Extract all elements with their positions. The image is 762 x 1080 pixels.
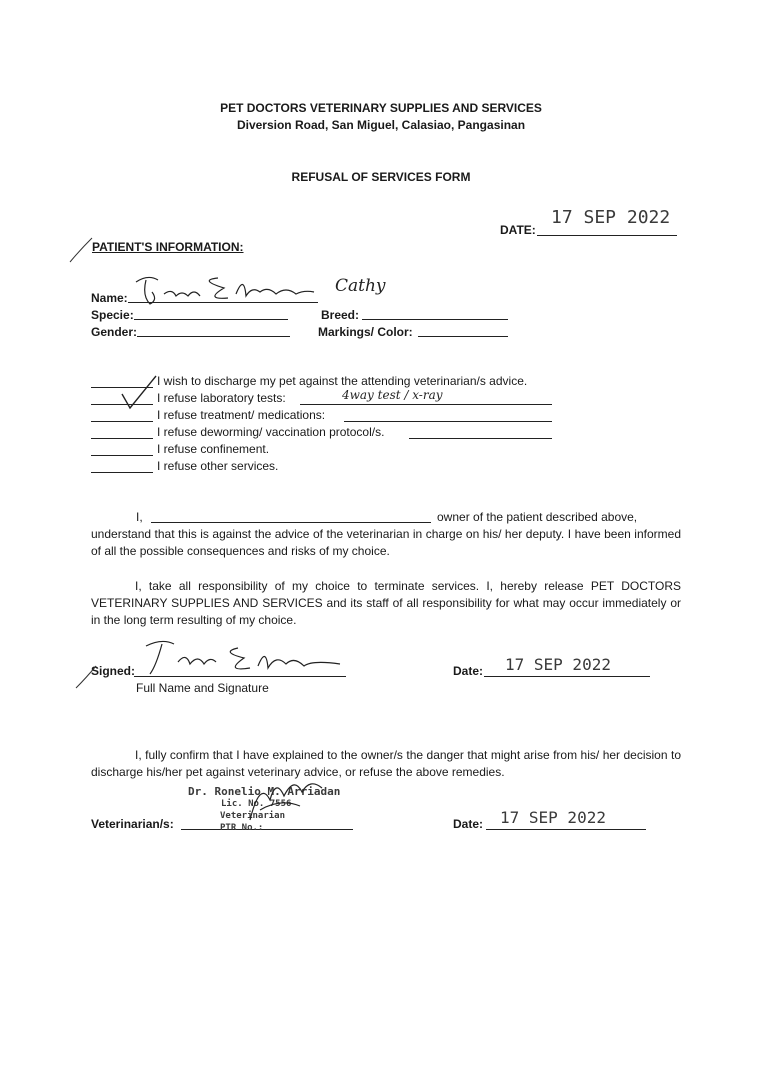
owner-statement-i: I, — [136, 510, 143, 524]
checkbox-line — [91, 455, 153, 456]
checkmark-icon — [120, 374, 160, 412]
signed-date-label: Date: — [453, 664, 484, 678]
checkbox-line — [91, 472, 153, 473]
pen-mark-icon — [74, 664, 98, 690]
signed-date-line — [484, 676, 650, 677]
signature-caption: Full Name and Signature — [136, 681, 269, 695]
veterinarian-confirmation: I, fully confirm that I have explained to the owner/s the danger that might arise from his/ her decision to discharge his/her pet against veterinary advice, or refuse the above remedies. — [91, 748, 681, 779]
option-treatment: I refuse treatment/ medications: — [157, 408, 326, 422]
markings-line — [418, 336, 508, 337]
form-title: REFUSAL OF SERVICES FORM — [291, 170, 471, 184]
stamp-ptr: PTR No.: — [220, 823, 264, 833]
stamp-title: Veterinarian — [220, 811, 286, 821]
responsibility-statement: I, take all responsibility of my choice to terminate services. I, hereby release PET DOCTORS VETERINARY SUPPLIES AND SERVICES and its staff of all responsibility for what may occur immediately or in the long term resulting of my choice. — [91, 579, 681, 627]
gender-label: Gender: — [91, 325, 138, 339]
option-lab-tests: I refuse laboratory tests: — [157, 391, 286, 405]
specie-label: Specie: — [91, 308, 134, 322]
option-other: I refuse other services. — [157, 459, 279, 473]
specie-line — [134, 319, 288, 320]
option-deworming: I refuse deworming/ vaccination protocol/s. — [157, 425, 385, 439]
deworming-line — [409, 438, 552, 439]
gender-line — [137, 336, 290, 337]
lab-tests-detail: 4way test / x-ray — [342, 388, 443, 402]
option-confinement: I refuse confinement. — [157, 442, 270, 456]
signed-label: Signed: — [91, 664, 135, 678]
stamp-license: Lic. No. 7556 — [221, 799, 292, 809]
breed-line — [362, 319, 508, 320]
owner-statement-rest: owner of the patient described above, — [437, 510, 638, 524]
owner-name-scribble-icon — [128, 270, 328, 310]
option-discharge: I wish to discharge my pet against the attending veterinarian/s advice. — [157, 374, 528, 388]
lab-tests-line — [300, 404, 552, 405]
veterinarian-signature-icon — [240, 770, 330, 830]
date-stamp: 17 SEP 2022 — [551, 207, 671, 228]
signed-date-stamp: 17 SEP 2022 — [505, 655, 611, 674]
pen-mark-icon — [68, 236, 94, 264]
breed-label: Breed: — [321, 308, 360, 322]
markings-label: Markings/ Color: — [318, 325, 413, 339]
vet-date-stamp: 17 SEP 2022 — [500, 808, 606, 827]
company-name: PET DOCTORS VETERINARY SUPPLIES AND SERVICES — [220, 101, 542, 115]
company-address: Diversion Road, San Miguel, Calasiao, Pangasinan — [236, 118, 526, 132]
vet-date-label: Date: — [453, 817, 484, 831]
treatment-line — [344, 421, 552, 422]
date-line — [537, 235, 677, 236]
owner-name-line — [151, 522, 431, 523]
checkbox-line — [91, 421, 153, 422]
pet-name-handwritten: Cathy — [335, 276, 386, 296]
vet-date-line — [486, 829, 646, 830]
veterinarian-label: Veterinarian/s: — [91, 817, 174, 831]
date-label: DATE: — [500, 223, 536, 237]
checkbox-line — [91, 438, 153, 439]
stamp-name: Dr. Ronelio M. Arriadan — [188, 785, 341, 798]
name-label: Name: — [91, 291, 128, 305]
owner-signature-icon — [140, 636, 350, 680]
owner-statement-body: understand that this is against the advice of the veterinarian in charge on his/ her deputy. I have been informed of all the possible consequences and risks of my choice. — [91, 527, 681, 558]
patient-info-title: PATIENT'S INFORMATION: — [92, 240, 244, 254]
